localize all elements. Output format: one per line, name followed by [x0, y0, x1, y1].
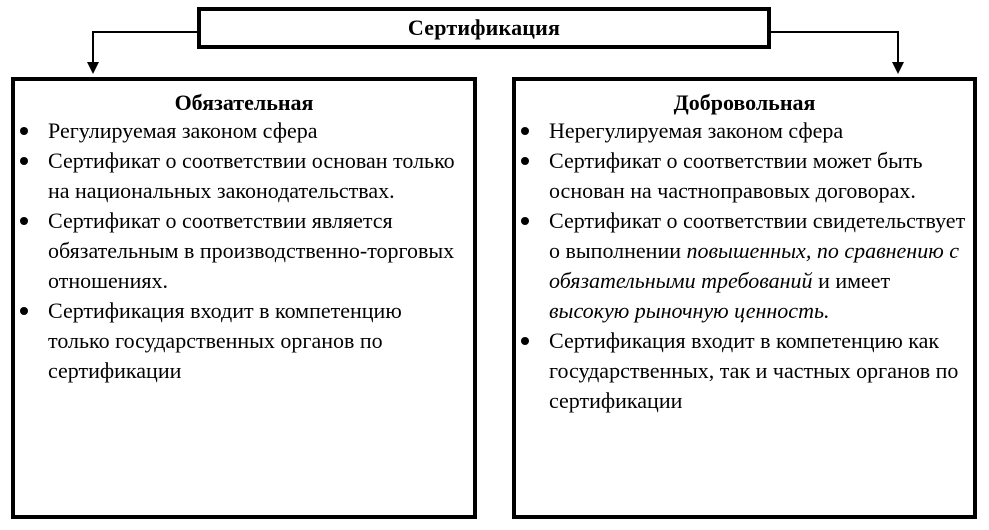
mandatory-heading: Обязательная — [174, 90, 314, 115]
certification-box — [197, 7, 771, 49]
certification-title: Сертификация — [407, 15, 561, 40]
voluntary-box — [512, 77, 977, 519]
bullet-icon — [521, 157, 529, 165]
list-item-text-italic: повышенных, по сравнению с обязательными требований — [549, 238, 959, 293]
arrow-left-icon — [87, 62, 99, 74]
list-item-text-italic: высокую рыночную ценность. — [549, 298, 830, 323]
list-item-text: Регулируемая законом сфера — [48, 118, 318, 143]
mandatory-list — [15, 116, 473, 386]
list-item — [15, 146, 473, 206]
bullet-icon — [521, 337, 529, 345]
list-item — [516, 326, 973, 416]
list-item-text: Сертификация входит в компетенцию как государственных, так и частных органов по сертификации — [549, 328, 959, 413]
list-item-text-plain: и имеет — [818, 268, 891, 293]
list-item — [516, 116, 973, 146]
list-item — [15, 296, 473, 386]
bullet-icon — [20, 157, 28, 165]
bullet-icon — [521, 127, 529, 135]
list-item-text: Сертификат о соответствии основан только на национальных законодательствах. — [48, 148, 455, 203]
mandatory-box — [11, 77, 477, 519]
bullet-icon — [20, 307, 28, 315]
list-item-text-plain: Сертификат о соответствии свидетельствует о выполнении — [549, 208, 966, 263]
bullet-icon — [521, 217, 529, 225]
voluntary-list — [516, 116, 973, 416]
bullet-icon — [20, 127, 28, 135]
list-item — [516, 206, 973, 326]
list-item-text: Нерегулируемая законом сфера — [549, 118, 844, 143]
list-item — [516, 146, 973, 206]
bullet-icon — [20, 217, 28, 225]
arrow-right-icon — [892, 62, 904, 74]
list-item-text: Сертификат о соответствии может быть основан на частноправовых договорах. — [549, 148, 923, 203]
list-item — [15, 206, 473, 296]
voluntary-heading: Добровольная — [673, 90, 816, 115]
list-item-text: Сертификация входит в компетенцию только государственных органов по сертификации — [48, 298, 402, 383]
list-item-text: Сертификат о соответствии является обязательным в производственно-торговых отношениях. — [48, 208, 455, 293]
list-item — [15, 116, 473, 146]
